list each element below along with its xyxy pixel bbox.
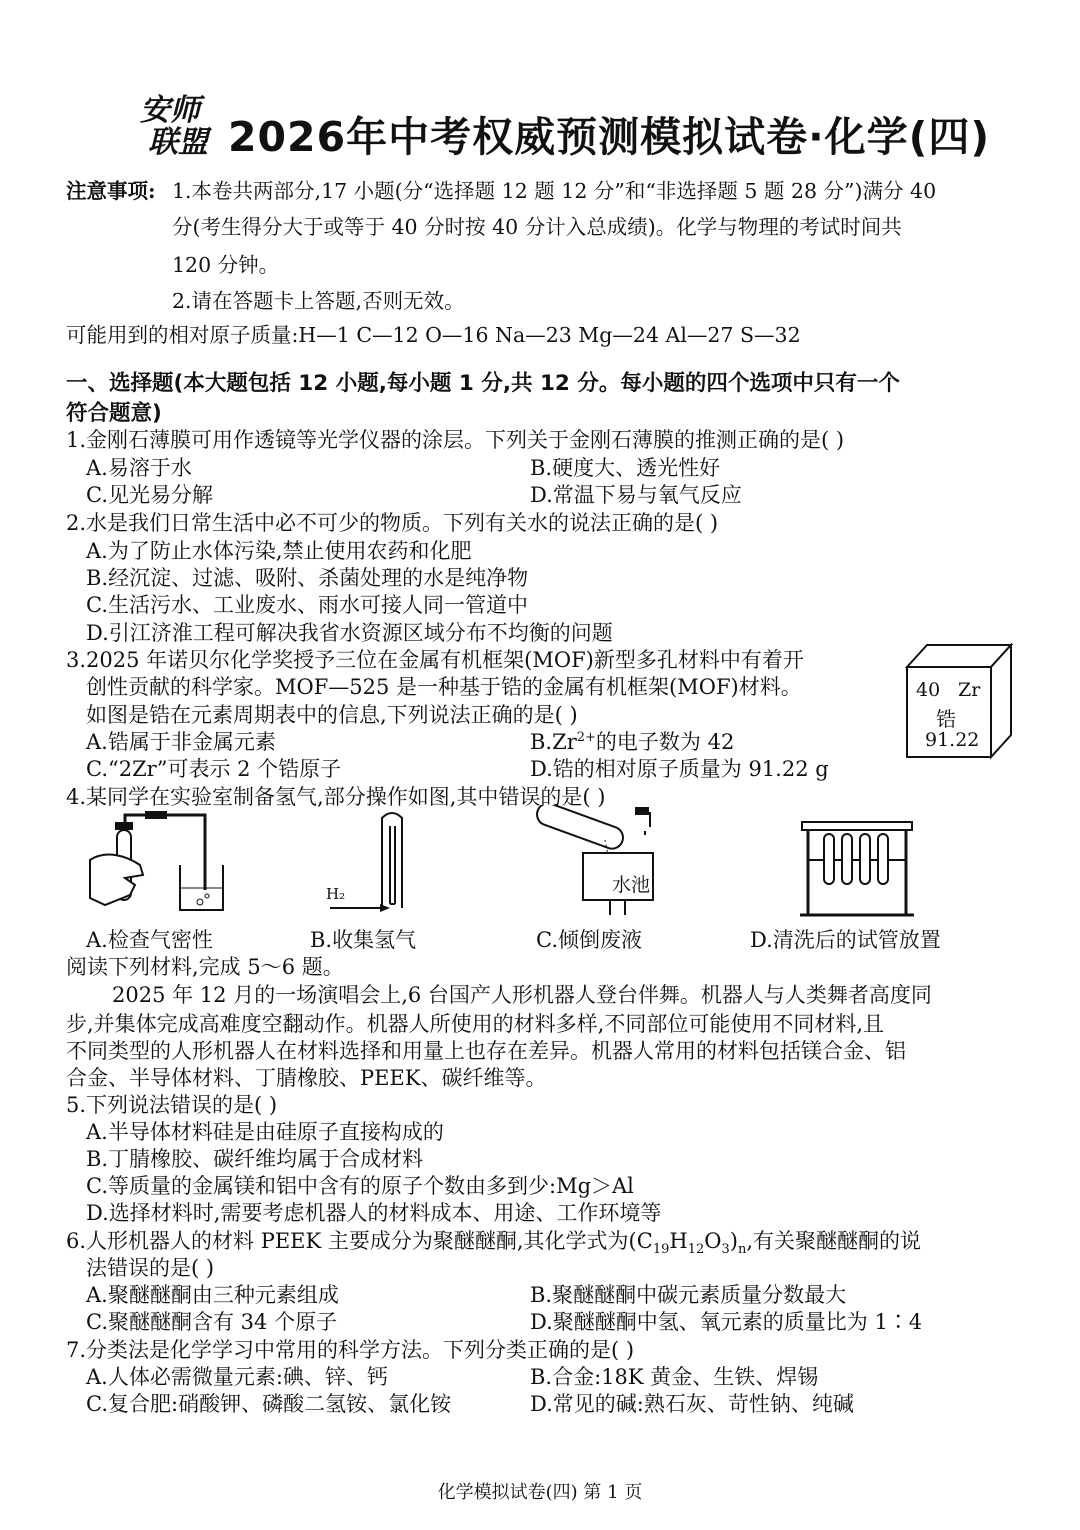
reading-p1: 2025 年 12 月的一场演唱会上,6 台国产人形机器人登台伴舞。机器人与人类舞者高度同 xyxy=(112,983,932,1007)
q7-option-d: D.常见的碱:熟石灰、苛性钠、纯碱 xyxy=(530,1392,854,1416)
q5-option-c: C.等质量的金属镁和铝中含有的原子个数由多到少:Mg＞Al xyxy=(86,1174,634,1198)
q3-line2: 创性贡献的科学家。MOF—525 是一种基于锆的金属有机框架(MOF)材料。 xyxy=(86,675,802,699)
element-number: 40 xyxy=(916,679,941,701)
sink-label: 水池 xyxy=(612,874,651,896)
q6-option-d: D.聚醚醚酮中氢、氧元素的质量比为 1∶4 xyxy=(530,1310,923,1334)
reading-p4: 合金、半导体材料、丁腈橡胶、PEEK、碳纤维等。 xyxy=(66,1066,547,1090)
q1-stem: 1.金刚石薄膜可用作透镜等光学仪器的涂层。下列关于金刚石薄膜的推测正确的是( ) xyxy=(66,428,845,452)
q2-stem: 2.水是我们日常生活中必不可少的物质。下列有关水的说法正确的是( ) xyxy=(66,511,719,535)
page-title: 2026年中考权威预测模拟试卷·化学(四) xyxy=(228,113,991,161)
q3-line3: 如图是锆在元素周期表中的信息,下列说法正确的是( ) xyxy=(86,703,578,727)
logo-bottom: 联盟 xyxy=(148,125,208,160)
q2-option-d: D.引江济淮工程可解决我省水资源区域分布不均衡的问题 xyxy=(86,621,613,645)
reading-intro: 阅读下列材料,完成 5～6 题。 xyxy=(66,955,344,979)
q1-option-a: A.易溶于水 xyxy=(86,456,192,480)
q3-option-b: $B.Zr^{2+}$的电子数为 42 xyxy=(530,730,735,754)
element-name: 锆 xyxy=(936,707,956,731)
q3-line1: 3.2025 年诺贝尔化学奖授予三位在金属有机框架(MOF)新型多孔材料中有着开 xyxy=(66,648,804,672)
q1-option-c: C.见光易分解 xyxy=(86,483,213,507)
q7-stem: 7.分类法是化学学习中常用的科学方法。下列分类正确的是( ) xyxy=(66,1338,635,1362)
q4-option-c: C.倾倒废液 xyxy=(536,928,642,952)
reading-p2: 步,并集体完成高难度空翻动作。机器人所使用的材料多样,不同部位可能使用不同材料,且 xyxy=(66,1012,885,1036)
q6-option-a: A.聚醚醚酮由三种元素组成 xyxy=(86,1283,339,1307)
figure-d-rack xyxy=(800,820,915,918)
notice-label: 注意事项: xyxy=(66,179,156,203)
notice-line3: 120 分钟。 xyxy=(172,253,280,277)
q3-option-d: D.锆的相对原子质量为 91.22 g xyxy=(530,757,829,781)
logo xyxy=(140,95,220,165)
notice-line4: 2.请在答题卡上答题,否则无效。 xyxy=(172,289,465,313)
element-mass: 91.22 xyxy=(925,729,980,751)
q6-line2: 法错误的是( ) xyxy=(86,1256,215,1280)
page-footer: 化学模拟试卷(四) 第 1 页 xyxy=(437,1482,643,1503)
q4-option-a: A.检查气密性 xyxy=(86,928,213,952)
q5-option-d: D.选择材料时,需要考虑机器人的材料成本、用途、工作环境等 xyxy=(86,1201,662,1225)
figure-c-pouring xyxy=(525,805,665,925)
q5-stem: 5.下列说法错误的是( ) xyxy=(66,1093,278,1117)
q3-option-c: C.“2Zr”可表示 2 个锆原子 xyxy=(86,757,342,781)
q4-stem: 4.某同学在实验室制备氢气,部分操作如图,其中错误的是( ) xyxy=(66,785,606,809)
q5-option-b: B.丁腈橡胶、碳纤维均属于合成材料 xyxy=(86,1147,424,1171)
q7-option-c: C.复合肥:硝酸钾、磷酸二氢铵、氯化铵 xyxy=(86,1392,452,1416)
figure-a-airtightness xyxy=(85,810,235,920)
logo-top: 安师 xyxy=(140,93,200,128)
q6-stem: 6.人形机器人的材料 PEEK 主要成分为聚醚醚酮,其化学式为$(C_{19}H_{12}O_3)_n$,有关聚醚醚酮的说 xyxy=(66,1229,921,1258)
q6-option-b: B.聚醚醚酮中碳元素质量分数最大 xyxy=(530,1283,847,1307)
q1-option-b: B.硬度大、透光性好 xyxy=(530,456,721,480)
q7-option-a: A.人体必需微量元素:碘、锌、钙 xyxy=(86,1365,388,1389)
element-symbol: Zr xyxy=(958,679,981,701)
q2-option-b: B.经沉淀、过滤、吸附、杀菌处理的水是纯净物 xyxy=(86,566,529,590)
q1-option-d: D.常温下易与氧气反应 xyxy=(530,483,742,507)
q4-option-d: D.清洗后的试管放置 xyxy=(750,928,941,952)
q4-option-b: B.收集氢气 xyxy=(310,928,417,952)
atomic-mass: 可能用到的相对原子质量:H—1 C—12 O—16 Na—23 Mg—24 Al—27 S—32 xyxy=(66,323,801,347)
notice-line2: 分(考生得分大于或等于 40 分时按 40 分计入总成绩)。化学与物理的考试时间共 xyxy=(172,215,902,239)
q7-option-b: B.合金:18K 黄金、生铁、焊锡 xyxy=(530,1365,819,1389)
gas-label: H₂ xyxy=(326,885,346,903)
q2-option-a: A.为了防止水体污染,禁止使用农药和化肥 xyxy=(86,539,472,563)
q2-option-c: C.生活污水、工业废水、雨水可接人同一管道中 xyxy=(86,593,528,617)
notice-line1: 1.本卷共两部分,17 小题(分“选择题 12 题 12 分”和“非选择题 5 题 28 分”)满分 40 xyxy=(172,179,937,203)
reading-p3: 不同类型的人形机器人在材料选择和用量上也存在差异。机器人常用的材料包括镁合金、铝 xyxy=(66,1039,906,1063)
section-heading-2: 符合题意) xyxy=(66,401,162,426)
section-heading-1: 一、选择题(本大题包括 12 小题,每小题 1 分,共 12 分。每小题的四个选项中只有一个 xyxy=(66,371,900,396)
q3-option-a: A.锆属于非金属元素 xyxy=(86,730,276,754)
q6-option-c: C.聚醚醚酮含有 34 个原子 xyxy=(86,1310,338,1334)
q5-option-a: A.半导体材料硅是由硅原子直接构成的 xyxy=(86,1120,444,1144)
